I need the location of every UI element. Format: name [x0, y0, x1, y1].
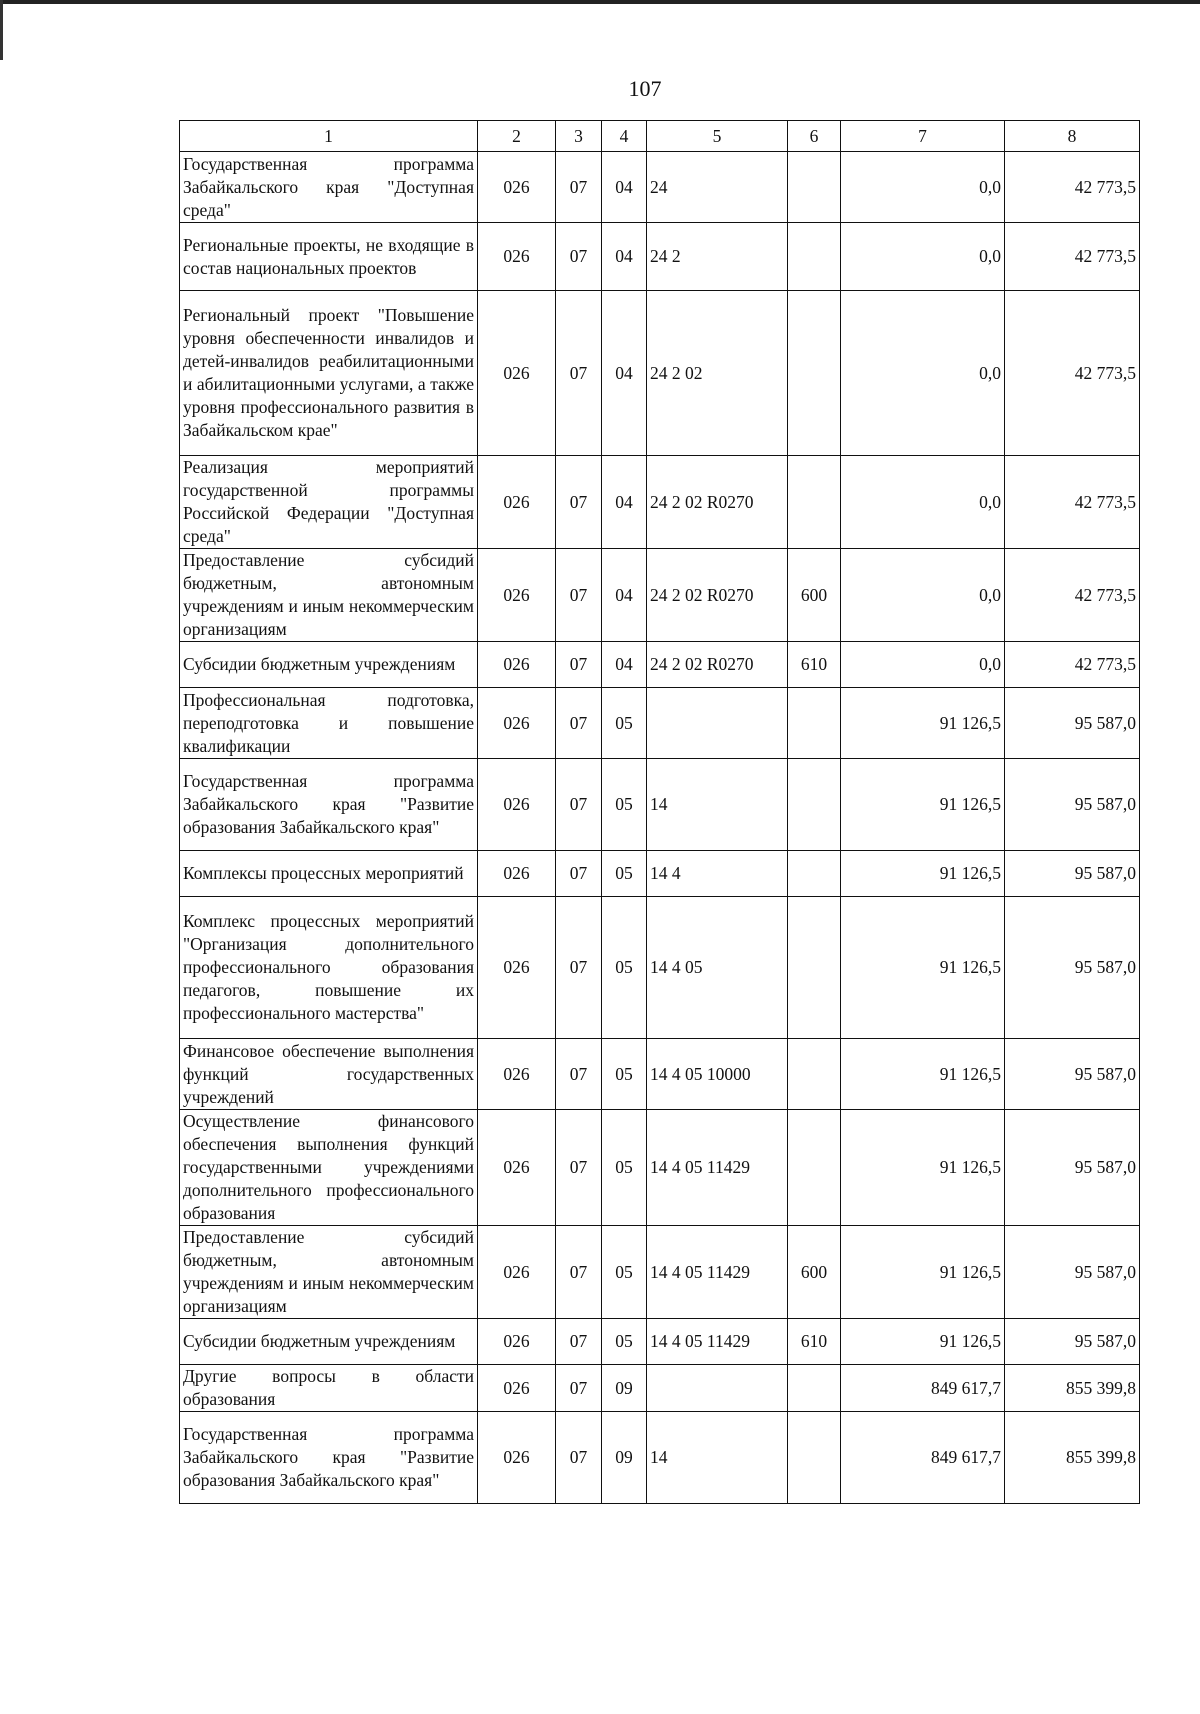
cell-target-article: 24 — [647, 152, 788, 223]
scan-border-top — [0, 0, 1200, 4]
cell-name: Финансовое обеспечение выполнения функций государственных учреждений — [180, 1039, 478, 1110]
cell-amount-1: 0,0 — [841, 642, 1005, 688]
cell-target-article: 14 4 05 — [647, 897, 788, 1039]
cell-target-article: 24 2 02 R0270 — [647, 456, 788, 549]
cell-section: 07 — [556, 851, 602, 897]
cell-admin-code: 026 — [478, 223, 556, 291]
cell-subsection: 05 — [602, 688, 647, 759]
table-row — [180, 1110, 1140, 1226]
cell-expense-type — [788, 1110, 841, 1226]
cell-amount-2: 95 587,0 — [1005, 1110, 1140, 1226]
cell-target-article: 24 2 — [647, 223, 788, 291]
cell-section: 07 — [556, 291, 602, 456]
table-body — [180, 152, 1140, 1504]
cell-section: 07 — [556, 1365, 602, 1412]
cell-section: 07 — [556, 1226, 602, 1319]
cell-admin-code: 026 — [478, 897, 556, 1039]
cell-subsection: 05 — [602, 1319, 647, 1365]
cell-amount-1: 91 126,5 — [841, 759, 1005, 851]
cell-expense-type — [788, 1365, 841, 1412]
cell-section: 07 — [556, 1412, 602, 1504]
cell-subsection: 04 — [602, 152, 647, 223]
cell-target-article: 14 — [647, 759, 788, 851]
cell-target-article: 14 4 05 10000 — [647, 1039, 788, 1110]
table-row — [180, 1319, 1140, 1365]
cell-section: 07 — [556, 152, 602, 223]
cell-subsection: 05 — [602, 1226, 647, 1319]
cell-amount-1: 91 126,5 — [841, 1110, 1005, 1226]
table-row — [180, 223, 1140, 291]
cell-admin-code: 026 — [478, 851, 556, 897]
cell-amount-1: 0,0 — [841, 291, 1005, 456]
cell-amount-2: 42 773,5 — [1005, 152, 1140, 223]
cell-name: Комплекс процессных мероприятий "Организация дополнительного профессионального образования педагогов, повышение их профессионального мастерства" — [180, 897, 478, 1039]
cell-name: Другие вопросы в области образования — [180, 1365, 478, 1412]
cell-expense-type — [788, 688, 841, 759]
cell-amount-1: 91 126,5 — [841, 1226, 1005, 1319]
cell-target-article: 14 4 05 11429 — [647, 1319, 788, 1365]
cell-section: 07 — [556, 1039, 602, 1110]
cell-expense-type — [788, 1039, 841, 1110]
table-row — [180, 456, 1140, 549]
cell-subsection: 05 — [602, 1110, 647, 1226]
cell-target-article: 14 4 — [647, 851, 788, 897]
cell-amount-2: 95 587,0 — [1005, 1226, 1140, 1319]
cell-subsection: 04 — [602, 456, 647, 549]
cell-section: 07 — [556, 1319, 602, 1365]
cell-expense-type: 610 — [788, 642, 841, 688]
table-row — [180, 1412, 1140, 1504]
cell-amount-2: 42 773,5 — [1005, 291, 1140, 456]
cell-amount-1: 91 126,5 — [841, 688, 1005, 759]
table-row — [180, 1039, 1140, 1110]
cell-amount-1: 849 617,7 — [841, 1412, 1005, 1504]
cell-admin-code: 026 — [478, 1365, 556, 1412]
cell-amount-1: 91 126,5 — [841, 1039, 1005, 1110]
cell-section: 07 — [556, 223, 602, 291]
column-header: 2 — [478, 121, 556, 152]
cell-section: 07 — [556, 549, 602, 642]
cell-target-article: 24 2 02 R0270 — [647, 642, 788, 688]
cell-amount-2: 95 587,0 — [1005, 1319, 1140, 1365]
cell-amount-1: 849 617,7 — [841, 1365, 1005, 1412]
column-header: 4 — [602, 121, 647, 152]
cell-amount-2: 855 399,8 — [1005, 1365, 1140, 1412]
cell-amount-2: 95 587,0 — [1005, 1039, 1140, 1110]
cell-subsection: 05 — [602, 759, 647, 851]
cell-amount-2: 42 773,5 — [1005, 549, 1140, 642]
cell-admin-code: 026 — [478, 1319, 556, 1365]
cell-target-article: 14 4 05 11429 — [647, 1110, 788, 1226]
cell-amount-1: 91 126,5 — [841, 851, 1005, 897]
table-row — [180, 642, 1140, 688]
cell-amount-2: 42 773,5 — [1005, 223, 1140, 291]
cell-section: 07 — [556, 456, 602, 549]
cell-name: Региональные проекты, не входящие в состав национальных проектов — [180, 223, 478, 291]
cell-admin-code: 026 — [478, 549, 556, 642]
cell-subsection: 04 — [602, 549, 647, 642]
cell-expense-type — [788, 456, 841, 549]
table-row — [180, 152, 1140, 223]
cell-expense-type: 600 — [788, 549, 841, 642]
table-row — [180, 1365, 1140, 1412]
cell-expense-type — [788, 223, 841, 291]
cell-amount-2: 95 587,0 — [1005, 688, 1140, 759]
cell-admin-code: 026 — [478, 1412, 556, 1504]
cell-target-article — [647, 1365, 788, 1412]
cell-target-article: 14 4 05 11429 — [647, 1226, 788, 1319]
cell-admin-code: 026 — [478, 1039, 556, 1110]
cell-name: Региональный проект "Повышение уровня обеспеченности инвалидов и детей-инвалидов реабилитационными и абилитационными услугами, а также уровня профессионального развития в Забайкальском крае" — [180, 291, 478, 456]
cell-expense-type — [788, 851, 841, 897]
cell-expense-type — [788, 759, 841, 851]
cell-amount-2: 855 399,8 — [1005, 1412, 1140, 1504]
cell-name: Реализация мероприятий государственной программы Российской Федерации "Доступная среда" — [180, 456, 478, 549]
cell-target-article: 24 2 02 R0270 — [647, 549, 788, 642]
cell-amount-1: 91 126,5 — [841, 897, 1005, 1039]
cell-amount-2: 95 587,0 — [1005, 851, 1140, 897]
cell-amount-1: 0,0 — [841, 456, 1005, 549]
cell-amount-1: 0,0 — [841, 223, 1005, 291]
cell-name: Государственная программа Забайкальского края "Доступная среда" — [180, 152, 478, 223]
cell-subsection: 09 — [602, 1365, 647, 1412]
cell-subsection: 04 — [602, 642, 647, 688]
cell-expense-type — [788, 291, 841, 456]
table-row — [180, 851, 1140, 897]
column-header: 7 — [841, 121, 1005, 152]
cell-subsection: 05 — [602, 851, 647, 897]
cell-amount-1: 0,0 — [841, 549, 1005, 642]
cell-name: Субсидии бюджетным учреждениям — [180, 1319, 478, 1365]
cell-expense-type: 600 — [788, 1226, 841, 1319]
table-row — [180, 291, 1140, 456]
table-row — [180, 549, 1140, 642]
cell-name: Комплексы процессных мероприятий — [180, 851, 478, 897]
column-header: 1 — [180, 121, 478, 152]
cell-amount-1: 0,0 — [841, 152, 1005, 223]
cell-admin-code: 026 — [478, 152, 556, 223]
cell-target-article — [647, 688, 788, 759]
budget-table — [179, 120, 1140, 1504]
table-row — [180, 688, 1140, 759]
cell-name: Государственная программа Забайкальского края "Развитие образования Забайкальского края" — [180, 759, 478, 851]
cell-section: 07 — [556, 897, 602, 1039]
cell-name: Предоставление субсидий бюджетным, автономным учреждениям и иным некоммерческим организациям — [180, 1226, 478, 1319]
cell-admin-code: 026 — [478, 1110, 556, 1226]
cell-name: Субсидии бюджетным учреждениям — [180, 642, 478, 688]
cell-admin-code: 026 — [478, 642, 556, 688]
table-row — [180, 897, 1140, 1039]
column-header: 8 — [1005, 121, 1140, 152]
table-row — [180, 759, 1140, 851]
cell-subsection: 09 — [602, 1412, 647, 1504]
column-header: 3 — [556, 121, 602, 152]
cell-admin-code: 026 — [478, 759, 556, 851]
cell-name: Осуществление финансового обеспечения выполнения функций государственными учреждениями дополнительного профессионального образования — [180, 1110, 478, 1226]
cell-target-article: 14 — [647, 1412, 788, 1504]
cell-amount-2: 42 773,5 — [1005, 456, 1140, 549]
table-row — [180, 1226, 1140, 1319]
cell-admin-code: 026 — [478, 456, 556, 549]
cell-name: Государственная программа Забайкальского края "Развитие образования Забайкальского края" — [180, 1412, 478, 1504]
cell-subsection: 04 — [602, 223, 647, 291]
cell-subsection: 04 — [602, 291, 647, 456]
cell-section: 07 — [556, 688, 602, 759]
cell-expense-type: 610 — [788, 1319, 841, 1365]
cell-section: 07 — [556, 1110, 602, 1226]
column-header: 5 — [647, 121, 788, 152]
cell-section: 07 — [556, 759, 602, 851]
cell-amount-2: 95 587,0 — [1005, 897, 1140, 1039]
scan-border-left — [0, 0, 3, 60]
cell-admin-code: 026 — [478, 688, 556, 759]
cell-amount-1: 91 126,5 — [841, 1319, 1005, 1365]
cell-admin-code: 026 — [478, 1226, 556, 1319]
cell-section: 07 — [556, 642, 602, 688]
cell-expense-type — [788, 1412, 841, 1504]
cell-admin-code: 026 — [478, 291, 556, 456]
column-header: 6 — [788, 121, 841, 152]
cell-amount-2: 42 773,5 — [1005, 642, 1140, 688]
cell-target-article: 24 2 02 — [647, 291, 788, 456]
table-header-row — [180, 121, 1140, 152]
cell-name: Предоставление субсидий бюджетным, автономным учреждениям и иным некоммерческим организациям — [180, 549, 478, 642]
cell-subsection: 05 — [602, 1039, 647, 1110]
cell-expense-type — [788, 152, 841, 223]
cell-amount-2: 95 587,0 — [1005, 759, 1140, 851]
page-number: 107 — [628, 76, 662, 101]
cell-name: Профессиональная подготовка, переподготовка и повышение квалификации — [180, 688, 478, 759]
cell-subsection: 05 — [602, 897, 647, 1039]
cell-expense-type — [788, 897, 841, 1039]
